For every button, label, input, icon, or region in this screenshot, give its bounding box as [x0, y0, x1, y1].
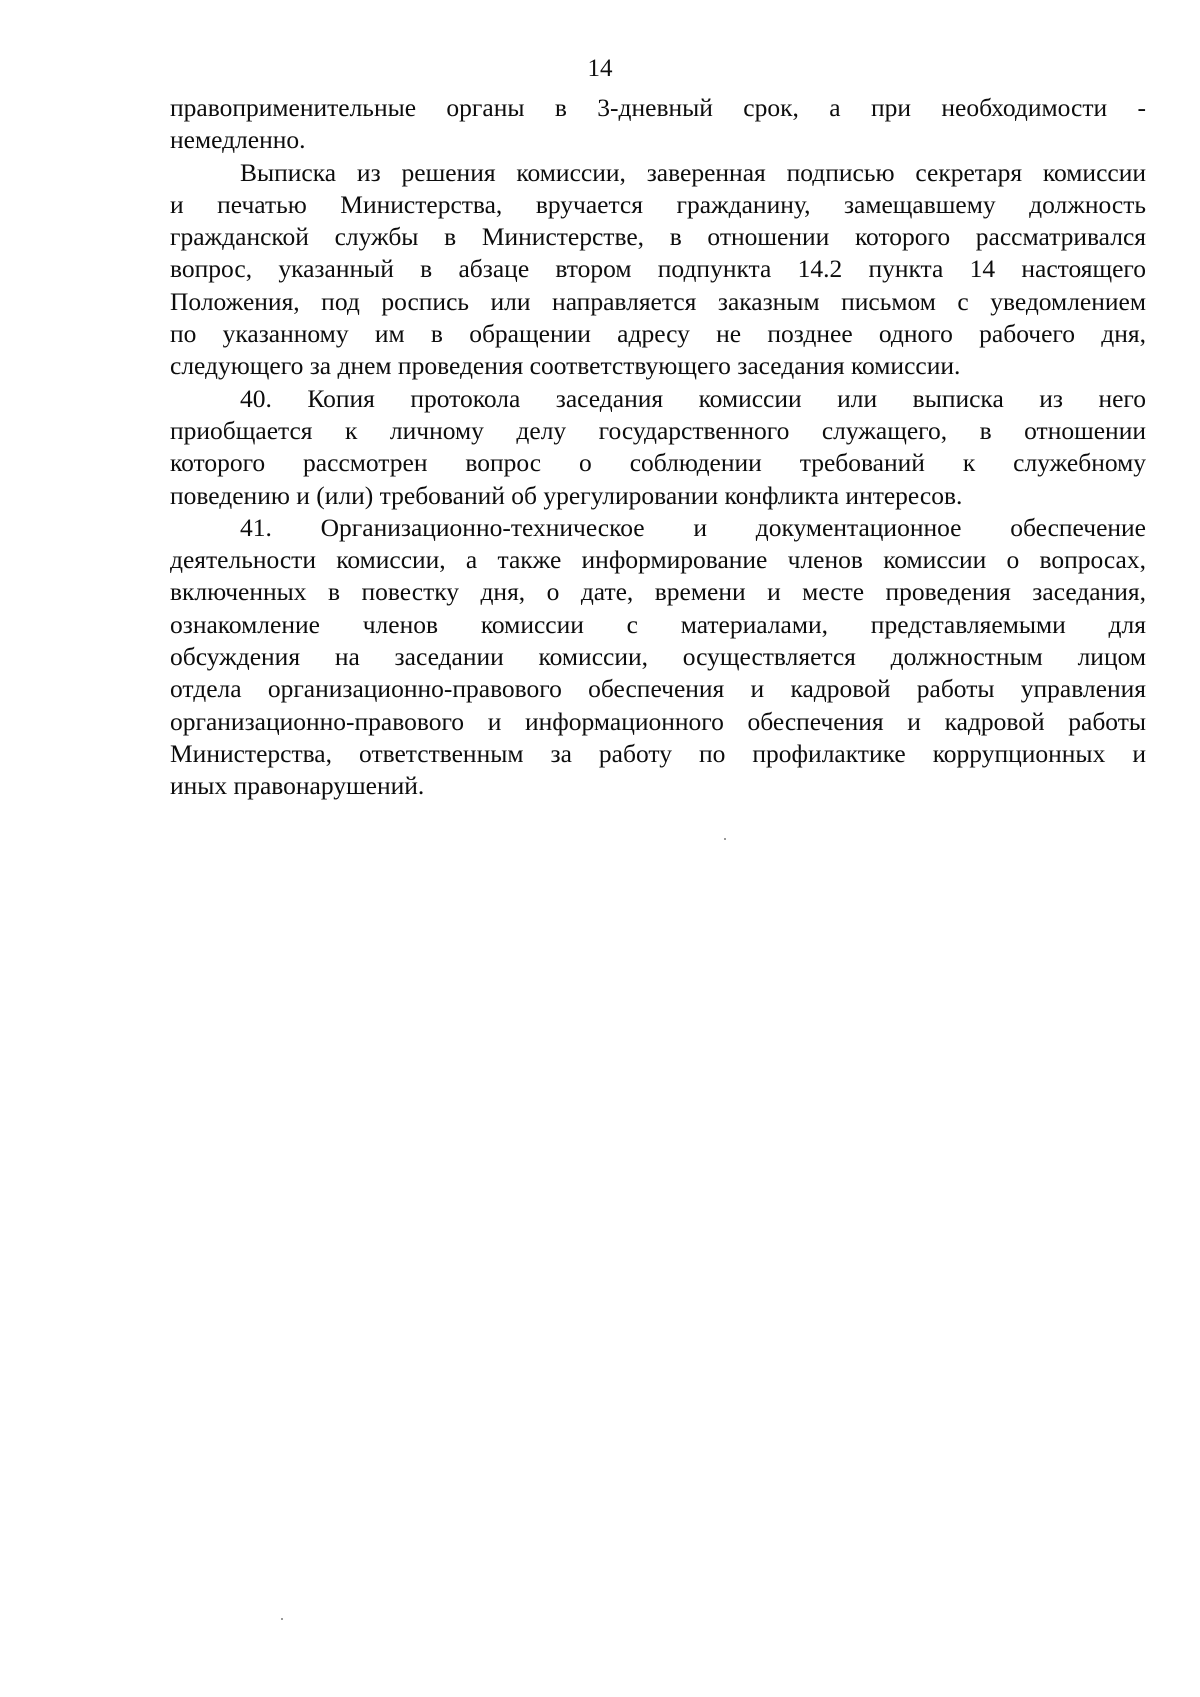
page-number: 14	[587, 55, 613, 82]
paragraph-extract-delivery	[170, 157, 1146, 383]
text-line: 41. Организационно-техническое и документационное обеспечение	[240, 512, 1146, 542]
paragraph-continuation	[170, 92, 1146, 157]
text-line: 40. Копия протокола заседания комиссии или выписка из него	[240, 383, 1146, 413]
text-line: правоприменительные органы в 3-дневный срок, а при необходимости -	[170, 93, 1146, 122]
paragraph-item-40	[170, 383, 1146, 512]
paragraph-item-41	[170, 512, 1146, 803]
text-line: поведению и (или) требований об урегулировании конфликта интересов.	[170, 480, 963, 510]
text-line: иных правонарушений.	[170, 771, 425, 801]
text-line: и печатью Министерства, вручается гражданину, замещавшему должность	[170, 189, 1146, 219]
text-line: немедленно.	[170, 125, 306, 155]
text-line: организационно-правового и информационного обеспечения и кадровой работы	[170, 706, 1146, 736]
text-line: которого рассмотрен вопрос о соблюдении требований к служебному	[170, 448, 1146, 478]
text-line: приобщается к личному делу государственного служащего, в отношении	[170, 415, 1146, 445]
scan-speck	[281, 1618, 283, 1620]
text-line: Выписка из решения комиссии, заверенная подписью секретаря комиссии	[240, 157, 1146, 187]
text-line: гражданской службы в Министерстве, в отношении которого рассматривался	[170, 222, 1146, 252]
text-line: по указанному им в обращении адресу не позднее одного рабочего дня,	[170, 319, 1146, 349]
text-line: отдела организационно-правового обеспечения и кадровой работы управления	[170, 674, 1146, 704]
text-line: включенных в повестку дня, о дате, времени и месте проведения заседания,	[170, 577, 1146, 607]
text-line: следующего за днем проведения соответствующего заседания комиссии.	[170, 351, 961, 381]
text-line: Министерства, ответственным за работу по профилактике коррупционных и	[170, 738, 1146, 768]
text-line: ознакомление членов комиссии с материалами, представляемыми для	[170, 609, 1146, 639]
text-line: вопрос, указанный в абзаце втором подпункта 14.2 пункта 14 настоящего	[170, 254, 1146, 284]
text-line: обсуждения на заседании комиссии, осуществляется должностным лицом	[170, 642, 1146, 672]
text-line: Положения, под роспись или направляется заказным письмом с уведомлением	[170, 286, 1146, 316]
text-line: деятельности комиссии, а также информирование членов комиссии о вопросах,	[170, 545, 1146, 575]
document-body	[170, 92, 1146, 803]
scan-speck	[724, 838, 726, 840]
